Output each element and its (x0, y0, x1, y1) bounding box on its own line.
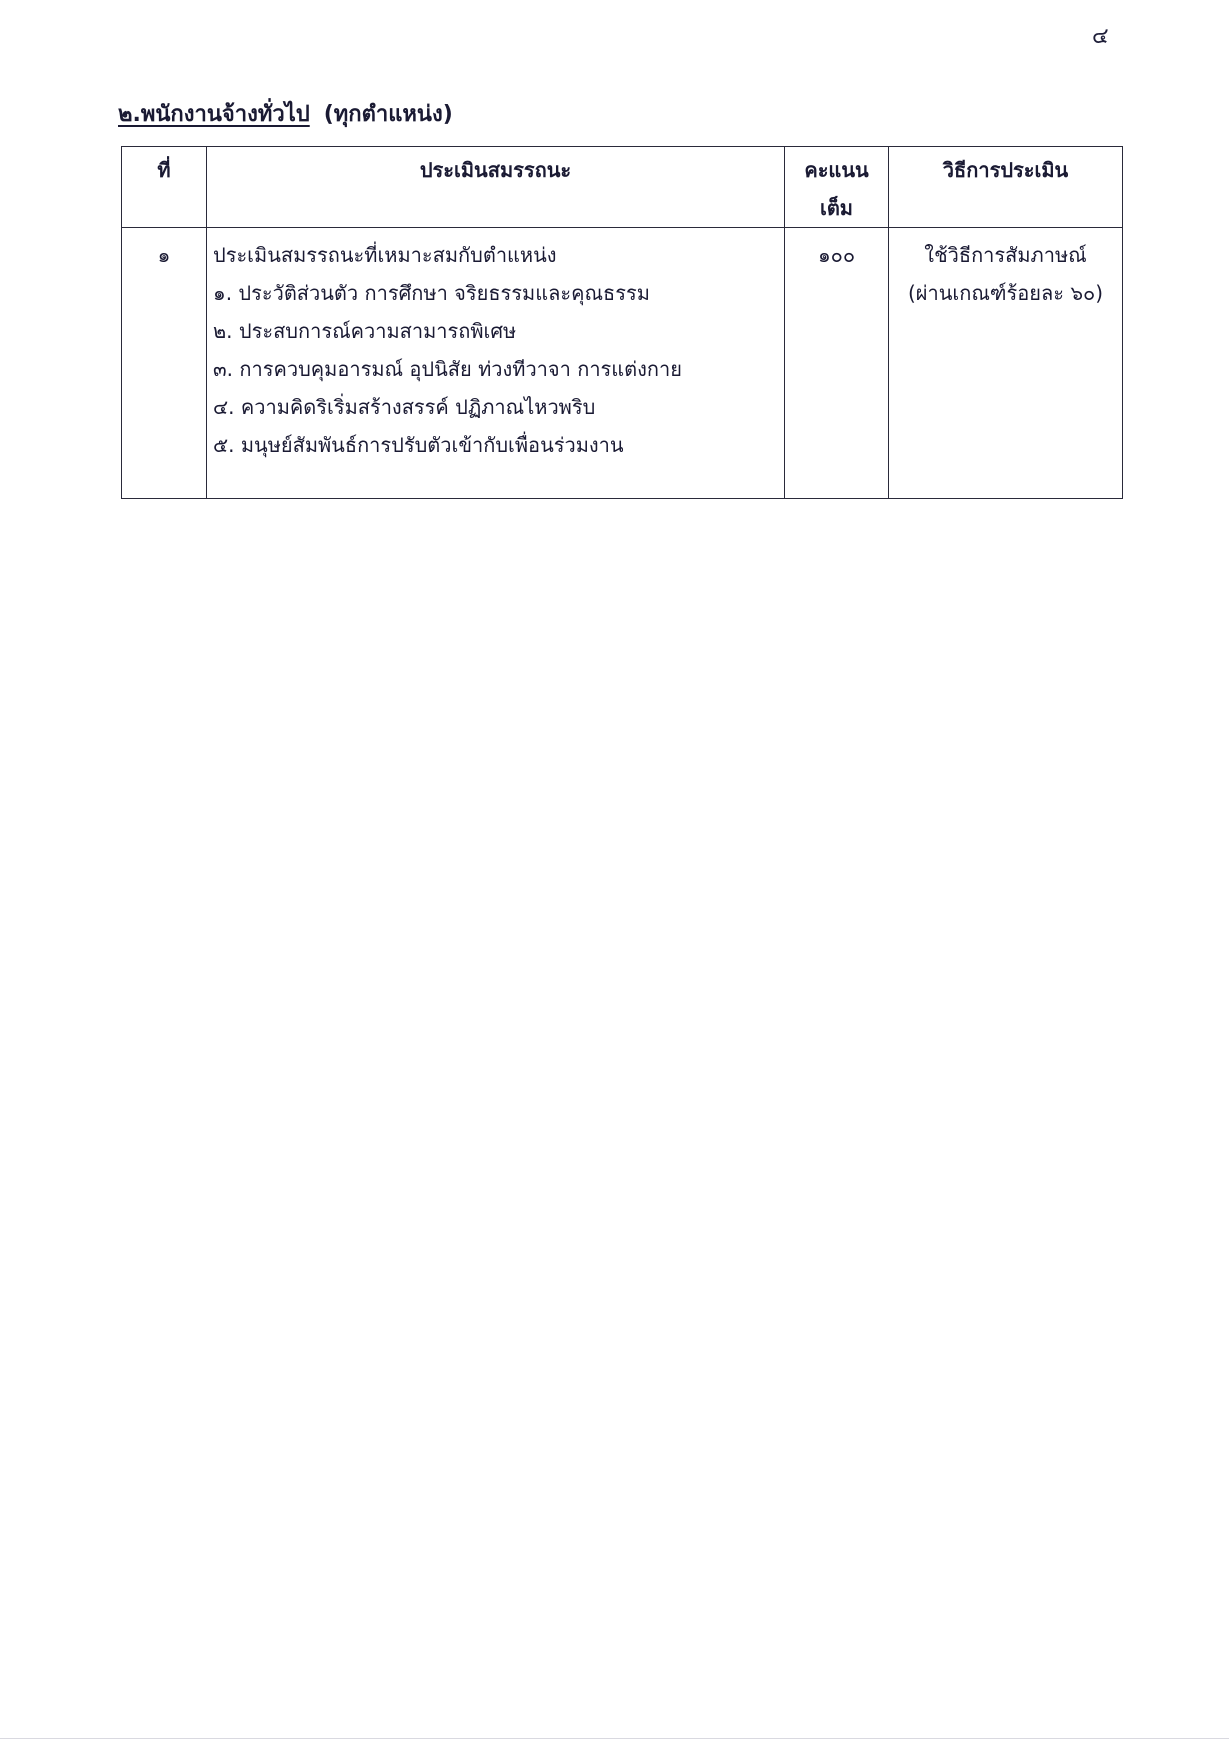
header-competency: ประเมินสมรรถนะ (207, 147, 785, 228)
competency-title: ประเมินสมรรถนะที่เหมาะสมกับตำแหน่ง (213, 243, 557, 267)
row-method (889, 228, 1123, 499)
competency-item: ๑. ประวัติส่วนตัว การศึกษา จริยธรรมและคุณธรรม (213, 281, 650, 305)
header-score-line2: เต็ม (819, 196, 853, 220)
assessment-table (121, 146, 1123, 499)
table-header-row (122, 147, 1123, 228)
page-number: ๔ (1092, 24, 1109, 49)
section-title: ๒.พนักงานจ้างทั่วไป (118, 102, 310, 127)
section-subtitle: (ทุกตำแหน่ง) (323, 102, 453, 127)
header-no: ที่ (122, 147, 207, 228)
header-score (785, 147, 889, 228)
row-no: ๑ (122, 228, 207, 499)
competency-item: ๕. มนุษย์สัมพันธ์การปรับตัวเข้ากับเพื่อนร่วมงาน (213, 433, 624, 457)
header-method: วิธีการประเมิน (889, 147, 1123, 228)
header-score-line1: คะแนน (804, 158, 869, 182)
row-competency (207, 228, 785, 499)
page-bottom-edge (0, 1738, 1229, 1739)
method-line1: ใช้วิธีการสัมภาษณ์ (924, 243, 1087, 267)
competency-item: ๔. ความคิดริเริ่มสร้างสรรค์ ปฏิภาณไหวพริบ (213, 395, 596, 419)
method-line2: (ผ่านเกณฑ์ร้อยละ ๖๐) (907, 281, 1104, 305)
row-score: ๑๐๐ (785, 228, 889, 499)
section-heading (118, 96, 453, 131)
competency-item: ๓. การควบคุมอารมณ์ อุปนิสัย ท่วงทีวาจา การแต่งกาย (213, 357, 682, 381)
competency-item: ๒. ประสบการณ์ความสามารถพิเศษ (213, 319, 517, 343)
table-row (122, 228, 1123, 499)
